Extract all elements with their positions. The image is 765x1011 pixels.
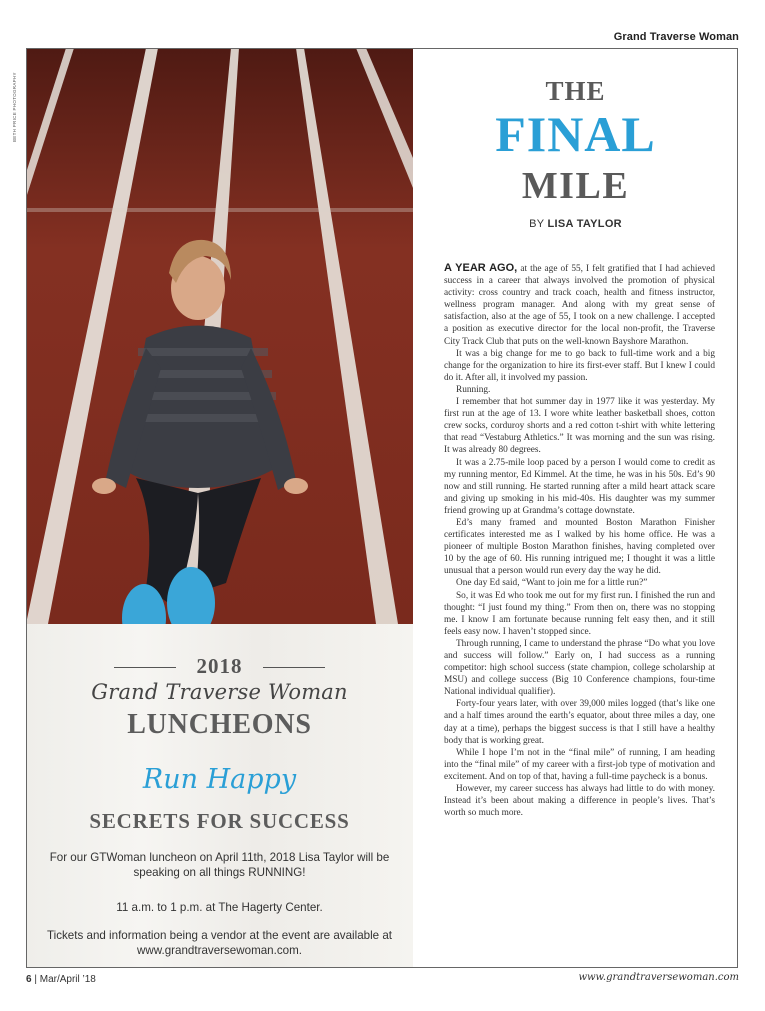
ad-description: For our GTWoman luncheon on April 11th, 2018 Lisa Taylor will be speaking on all things RUNNING! [49, 851, 390, 879]
article-paragraph: I remember that hot summer day in 1977 like it was yesterday. My first run at the age of 13. I wore white leather basketball shoes, cotton crew socks, corduroy shorts and a red cotton t-shirt with white lettering that read “Vestaburg Athletics.” It was morning and the sun was rising. It was already 80 degrees. [444, 397, 715, 456]
article-paragraph: However, my career success has always had little to do with money. Instead it’s been about making a difference in people’s lives. That’s worth so much more. [444, 784, 715, 819]
article-paragraph: Ed’s many framed and mounted Boston Marathon Finisher certificates interested me as I walked by his home office. He was a pioneer of multiple Boston Marathon finishes, having completed over 10 by the age of 60. His running intrigued me; I thought it was a little unusual that a person would run every day the way he did. [444, 517, 715, 577]
title-mile: MILE [521, 165, 630, 207]
title-the: THE [545, 76, 606, 106]
article-body [444, 262, 715, 819]
ad-subtitle: SECRETS FOR SUCCESS [89, 809, 350, 833]
article-paragraph: Through running, I came to understand the phrase “Do what you love and success will follow.” Early on, I had success as a running competitor: high school success (state champion, college scholarship at MSU) and college success (Big 10 Conference champions, four-time National individual qualifier). [444, 638, 715, 698]
article-paragraph: So, it was Ed who took me out for my first run. I finished the run and thought: “I just found my thing.” From then on, there was no stopping me. I know I am fortunate because running felt easy then, and it still feels easy now. I haven’t stopped since. [444, 590, 715, 637]
footer-website-link[interactable]: www.grandtraversewoman.com [578, 972, 739, 983]
byline [413, 218, 738, 230]
issue-date: Mar/April ’18 [39, 974, 96, 985]
article-paragraph: One day Ed said, “Want to join me for a little run?” [456, 578, 648, 589]
ad-year: 2018 [196, 654, 243, 678]
ad-time-location: 11 a.m. to 1 p.m. at The Hagerty Center. [116, 901, 323, 914]
publication-header: Grand Traverse Woman [613, 31, 739, 43]
article-paragraph: Running. [456, 384, 491, 395]
article-paragraph: It was a 2.75-mile loop paced by a person I would come to credit as my running mentor, Ed Kimmel. At the time, he was in his 50s. Ed’s 90 now and still running. He started running after a mild heart attack scare and giving up smoking in his mid-40s. His daughter was my summer friend growing up at Grandma’s cottage downstate. [444, 457, 715, 516]
ad-brand: Grand Traverse Woman [91, 680, 348, 704]
article-lead: A YEAR AGO, [444, 262, 518, 274]
byline-prefix: BY [529, 218, 545, 230]
footer-page-info [26, 974, 96, 985]
ad-tagline: Run Happy [142, 764, 297, 795]
article-paragraph: It was a big change for me to go back to full-time work and a big change for the organization to hire its first-ever staff. But I knew I could do it. After all, it involved my passion. [444, 348, 715, 383]
ad-series: LUNCHEONS [127, 709, 312, 740]
photo-credit: BETH PRICE PHOTOGRAPHY [12, 72, 17, 142]
byline-author: LISA TAYLOR [547, 218, 622, 230]
footer-separator: | [34, 974, 37, 985]
page-number: 6 [26, 974, 32, 985]
title-final: FINAL [495, 106, 656, 162]
article-paragraph: While I hope I’m not in the “final mile” of running, I am heading into the “final mile” of my career with a first-job type of motivation and excitement. And on top of that, having a full-time paycheck is a bonus. [444, 747, 715, 782]
article-paragraph: A YEAR AGO, at the age of 55, I felt gratified that I had achieved success in a career that always involved the promotion of physical activity: cross country and track coach, health and fitness instructor, wellness program manager. And along with my great sense of satisfaction, also at the age of 55, I took on a new challenge. I accepted a position as executive director for the local non-profit, the Traverse City Track Club that puts on the well-known Bayshore Marathon. [444, 262, 716, 347]
article-paragraph: Forty-four years later, with over 39,000 miles logged (that’s like one and a half times around the earth’s equator, about three miles a day, one day at a time), perhaps the biggest success is that I still have a healthy body that is working great. [444, 699, 715, 746]
ad-tickets-info: Tickets and information being a vendor at the event are available at www.grandtraversewoman.com. [46, 929, 393, 957]
